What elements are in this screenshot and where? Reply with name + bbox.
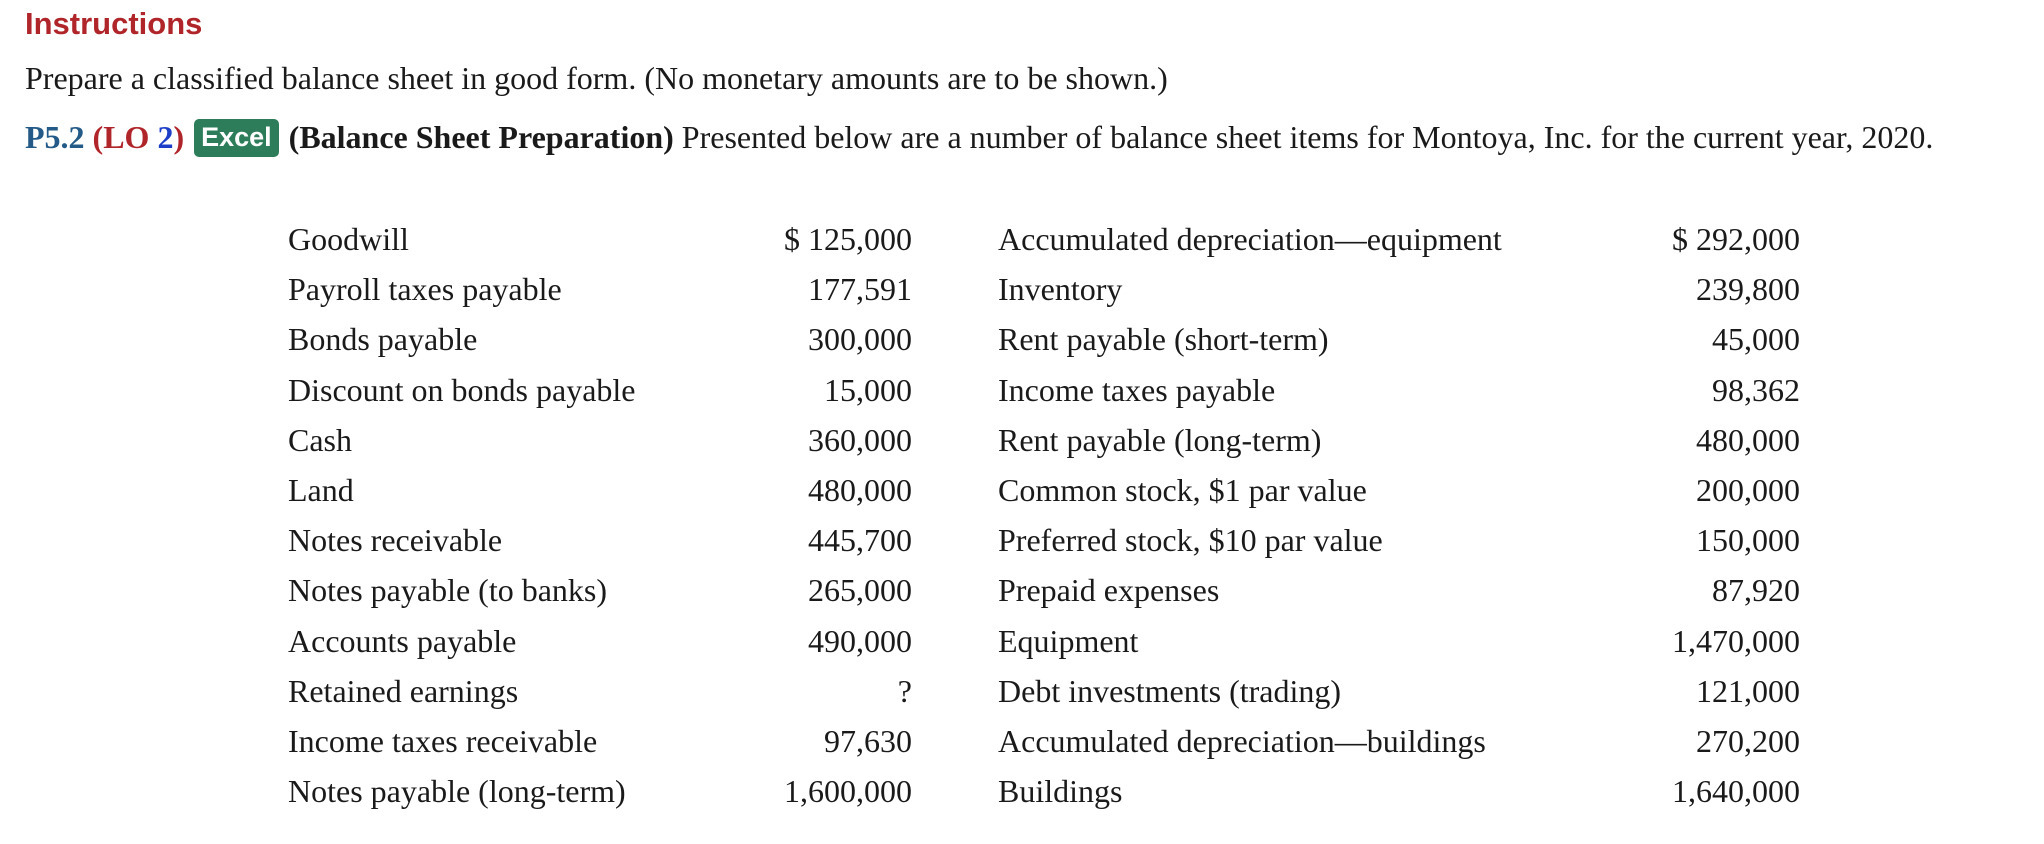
right-item-label: Debt investments (trading) — [998, 672, 1342, 709]
right-item-label: Accumulated depreciation—equipment — [998, 221, 1502, 257]
left-item-value: $ 125,000 — [784, 221, 912, 257]
lo-number-link[interactable]: 2 — [157, 119, 174, 155]
left-item-value: 15,000 — [824, 371, 912, 408]
table-row — [288, 515, 1808, 565]
left-item-label: Payroll taxes payable — [288, 271, 562, 308]
left-item-label: Income taxes receivable — [288, 722, 598, 759]
left-item-value: 177,591 — [808, 271, 912, 308]
lo-suffix: ) — [173, 119, 185, 155]
right-item-label: Inventory — [998, 271, 1123, 308]
right-item-label: Accumulated depreciation—buildings — [998, 722, 1486, 759]
table-row — [288, 465, 1808, 515]
right-item-label: Preferred stock, $10 par value — [998, 522, 1383, 559]
table-row — [288, 616, 1808, 666]
right-item-label: Income taxes payable — [998, 371, 1276, 408]
lo-prefix: (LO — [92, 119, 158, 155]
left-item-value: 265,000 — [808, 572, 912, 609]
left-item-value: 480,000 — [808, 471, 912, 508]
right-item-value: 150,000 — [1696, 522, 1800, 559]
table-row — [288, 365, 1808, 415]
right-item-value: 98,362 — [1712, 371, 1800, 408]
left-item-label: Retained earnings — [288, 672, 519, 709]
problem-text: Presented below are a number of balance sheet items for Montoya, Inc. for the current year, 2020. — [681, 119, 1934, 155]
right-item-value: 87,920 — [1712, 572, 1800, 609]
left-item-label: Cash — [288, 421, 352, 458]
balance-sheet-items-table — [288, 214, 1808, 816]
right-item-value: 45,000 — [1712, 321, 1800, 358]
left-item-value: ? — [897, 672, 912, 709]
problem-title: (Balance Sheet Preparation) — [288, 119, 674, 155]
table-row — [288, 264, 1808, 314]
right-item-label: Common stock, $1 par value — [998, 471, 1367, 508]
instruction-text: Prepare a classified balance sheet in good form. (No monetary amounts are to be shown.) — [25, 60, 1168, 96]
left-item-value: 97,630 — [824, 722, 912, 759]
left-item-value: 490,000 — [808, 622, 912, 659]
table-row — [288, 415, 1808, 465]
left-item-label: Bonds payable — [288, 321, 478, 358]
table-row — [288, 666, 1808, 716]
right-item-value: 270,200 — [1696, 722, 1800, 759]
table-row — [288, 214, 1808, 264]
problem-number: P5.2 — [25, 119, 85, 155]
right-item-value: 239,800 — [1696, 271, 1800, 308]
left-item-label: Discount on bonds payable — [288, 371, 636, 408]
right-item-label: Prepaid expenses — [998, 572, 1220, 609]
left-item-label: Notes receivable — [288, 522, 503, 559]
right-item-label: Rent payable (long-term) — [998, 421, 1322, 458]
left-item-label: Accounts payable — [288, 622, 517, 659]
table-row — [288, 314, 1808, 364]
left-item-value: 1,600,000 — [784, 773, 912, 810]
table-row — [288, 565, 1808, 615]
left-item-label: Land — [288, 471, 354, 508]
left-item-value: 360,000 — [808, 421, 912, 458]
right-item-label: Rent payable (short-term) — [998, 321, 1329, 358]
table-row — [288, 716, 1808, 766]
table-row — [288, 766, 1808, 816]
problem-statement — [25, 114, 2015, 160]
left-item-value: 300,000 — [808, 321, 912, 358]
excel-badge[interactable]: Excel — [194, 119, 279, 157]
left-item-value: 445,700 — [808, 522, 912, 559]
right-item-value: 121,000 — [1696, 672, 1800, 709]
right-item-value: 200,000 — [1696, 471, 1800, 508]
right-item-label: Buildings — [998, 773, 1123, 810]
instructions-heading: Instructions — [25, 6, 203, 41]
left-item-label: Notes payable (to banks) — [288, 572, 608, 609]
left-item-label: Notes payable (long-term) — [288, 773, 626, 810]
right-item-label: Equipment — [998, 622, 1139, 659]
learning-objective — [93, 119, 185, 155]
right-item-value: 480,000 — [1696, 421, 1800, 458]
right-item-value: $ 292,000 — [1672, 221, 1800, 257]
left-item-label: Goodwill — [288, 221, 409, 257]
right-item-value: 1,640,000 — [1672, 773, 1800, 810]
right-item-value: 1,470,000 — [1672, 622, 1800, 659]
